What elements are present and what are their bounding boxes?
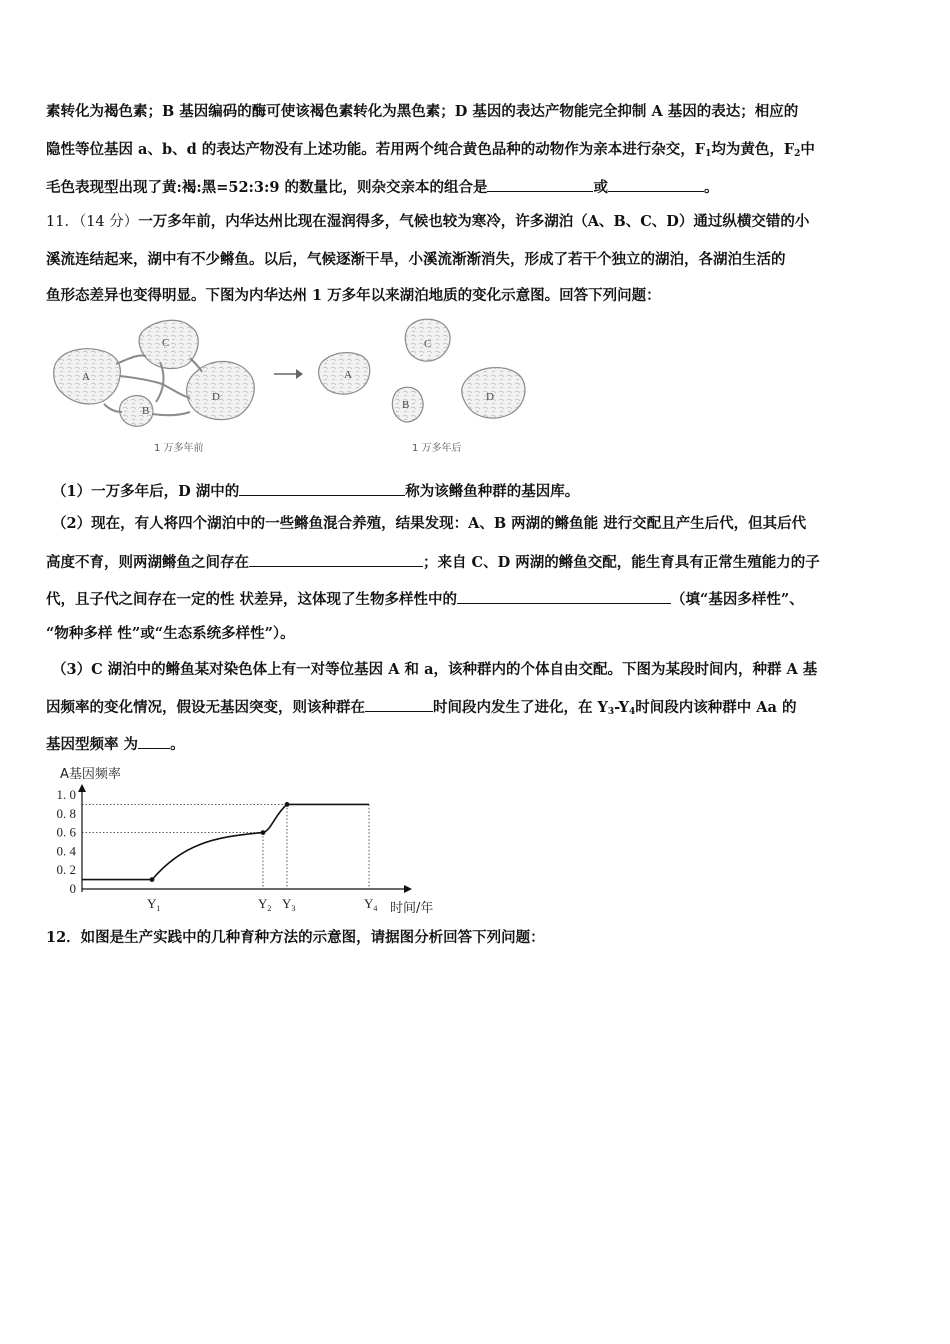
change-arrow [274,369,303,379]
chart-xtick-label: $Y_3$ [282,896,296,913]
q10-text-2b: 均为黄色，F [711,141,795,158]
chart-ytick-label: 1. 0 [56,787,76,802]
q11-part2-blank-2[interactable] [457,588,671,604]
q11-sub-y4: 4 [628,707,636,717]
q11-part3-text-2c: -Y [614,699,629,716]
q11-line-3 [46,286,908,306]
lake-a-label-before: A [82,371,90,383]
q10-line-1 [46,102,908,122]
chart-ylabel: A基因频率 [60,767,121,782]
q11-part3-text-2b: 时间段内发生了进化，在 Y [433,699,608,716]
q10-answer-blank-2[interactable] [608,176,704,192]
chart-ytick-labels [57,787,77,896]
q12-text: 12．如图是生产实践中的几种育种方法的示意图，请据图分析回答下列问题： [46,929,545,946]
q11-part3-text-1: （3）C 湖泊中的鳉鱼某对染色体上有一对等位基因 A 和 a，该种群内的个体自由交配。下图为某段时间内，种群 A 基 [52,661,818,678]
q10-text-1: 素转化为褐色素；B 基因编码的酶可使该褐色素转化为黑色素；D 基因的表达产物能完全抑制 A 基因的表达；相应的 [46,103,799,120]
lake-b-label-after: B [402,399,410,411]
q11-line-2 [46,250,908,270]
q10-answer-blank-1[interactable] [487,176,593,192]
q11-part2-line-2 [46,551,908,573]
q11-part3-text-3a: 基因型频率 为 [46,736,139,753]
q11-part3-line-1 [52,660,914,680]
lake-d-label-before: D [212,391,220,403]
allele-frequency-chart [46,762,466,922]
q11-part2-line-1 [52,514,914,534]
q11-part1-text-b: 称为该鳉鱼种群的基因库。 [405,483,580,500]
q11-text-3: 鱼形态差异也变得明显。下图为内华达州 1 万多年以来湖泊地质的变化示意图。回答下列问题： [46,287,661,304]
q11-part2-text-2b: ；来自 C、D 两湖的鳉鱼交配，能生育具有正常生殖能力的子 [423,554,820,571]
q11-part3-line-3 [46,733,908,755]
chart-xlabel: 时间/年 [390,901,434,916]
chart-x-axis-arrow [404,885,412,893]
q10-text-3a: 毛色表现型出现了黄:褐:黑=52:3:9 的数量比，则杂交亲本的组合是 [46,179,488,196]
q11-part2-text-3b: （填“基因多样性”、 [671,591,804,608]
chart-ytick-label: 0. 2 [56,862,76,878]
before-caption: 1 万多年前 [154,443,204,454]
chart-points [150,802,290,882]
lakes-before-group [54,320,255,454]
q11-part3-text-3b: 。 [170,736,185,753]
chart-ytick-label: 0. 6 [56,824,76,840]
q11-part2-text-1: （2）现在，有人将四个湖泊中的一些鳉鱼混合养殖，结果发现：A、B 两湖的鳉鱼能 进行交配且产生后代，但其后代 [52,515,807,532]
chart-point [285,802,290,807]
lakes-change-figure [50,318,540,466]
q10-text-3b: 或 [593,179,608,196]
lake-c-label-after: C [424,338,432,350]
q11-part2-text-3a: 代，且子代之间存在一定的性 状差异，这体现了生物多样性中的 [46,591,458,608]
q11-text-2: 溪流连结起来，湖中有不少鳉鱼。以后，气候逐渐干旱，小溪流渐渐消失，形成了若干个独立的湖泊，各湖泊生活的 [46,251,786,268]
lake-a-label-after: A [344,369,352,381]
q12-line [46,928,908,948]
q11-part1 [52,480,914,502]
chart-point [261,830,266,835]
chart-ytick-label: 0. 8 [56,805,76,821]
chart-guides [82,804,369,889]
q10-text-2a: 隐性等位基因 a、b、d 的表达产物没有上述功能。若用两个纯合黄色品种的动物作为亲本进行杂交，F [46,141,706,158]
lake-b-label-before: B [142,405,150,417]
q11-sub-y3: 3 [607,707,615,717]
q11-part2-line-4 [46,624,908,644]
q11-part2-blank-1[interactable] [249,551,423,567]
chart-series-line [82,804,369,879]
lakes-after-group [319,319,525,454]
lake-c-label-before: C [162,337,170,349]
q11-part3-text-2d: 时间段内该种群中 Aa 的 [635,699,797,716]
chart-xtick-label: $Y_4$ [364,896,378,913]
chart-ytick-label: 0 [69,881,76,896]
chart-y-axis-arrow [78,784,86,792]
q10-line-2 [46,140,908,164]
q11-part1-text-a: （1）一万多年后，D 湖中的 [52,483,240,500]
q11-part3-text-2a: 因频率的变化情况，假设无基因突变，则该种群在 [46,699,365,716]
lake-d-before [187,362,255,420]
q10-sub-f2: 2 [794,149,801,159]
q11-line-1 [46,212,908,232]
q11-part2-text-2a: 高度不育，则两湖鳉鱼之间存在 [46,554,249,571]
chart-point [150,877,155,882]
chart-xtick-labels [147,896,377,913]
q11-part1-blank[interactable] [239,480,405,496]
after-caption: 1 万多年后 [412,443,462,454]
q11-part3-blank-2[interactable] [138,733,170,749]
q11-part3-blank-1[interactable] [365,696,433,712]
q11-part3-line-2 [46,696,908,722]
q10-text-3c: 。 [703,179,719,196]
chart-xtick-label: $Y_1$ [147,896,161,913]
chart-xtick-label: $Y_2$ [258,896,272,913]
q11-number: 11．（14 分） [46,214,139,230]
chart-ytick-label: 0. 4 [56,843,76,859]
q11-text-1: 一万多年前，内华达州比现在湿润得多，气候也较为寒冷，许多湖泊（A、B、C、D）通过纵横交错的小 [138,213,810,230]
q10-line-3 [46,176,908,198]
q11-part2-text-4: “物种多样 性”或“生态系统多样性”）。 [46,625,295,642]
q11-part2-line-3 [46,588,908,610]
q10-text-2c: 中 [800,141,815,158]
lake-d-label-after: D [486,391,494,403]
q10-sub-f1: 1 [705,149,712,159]
